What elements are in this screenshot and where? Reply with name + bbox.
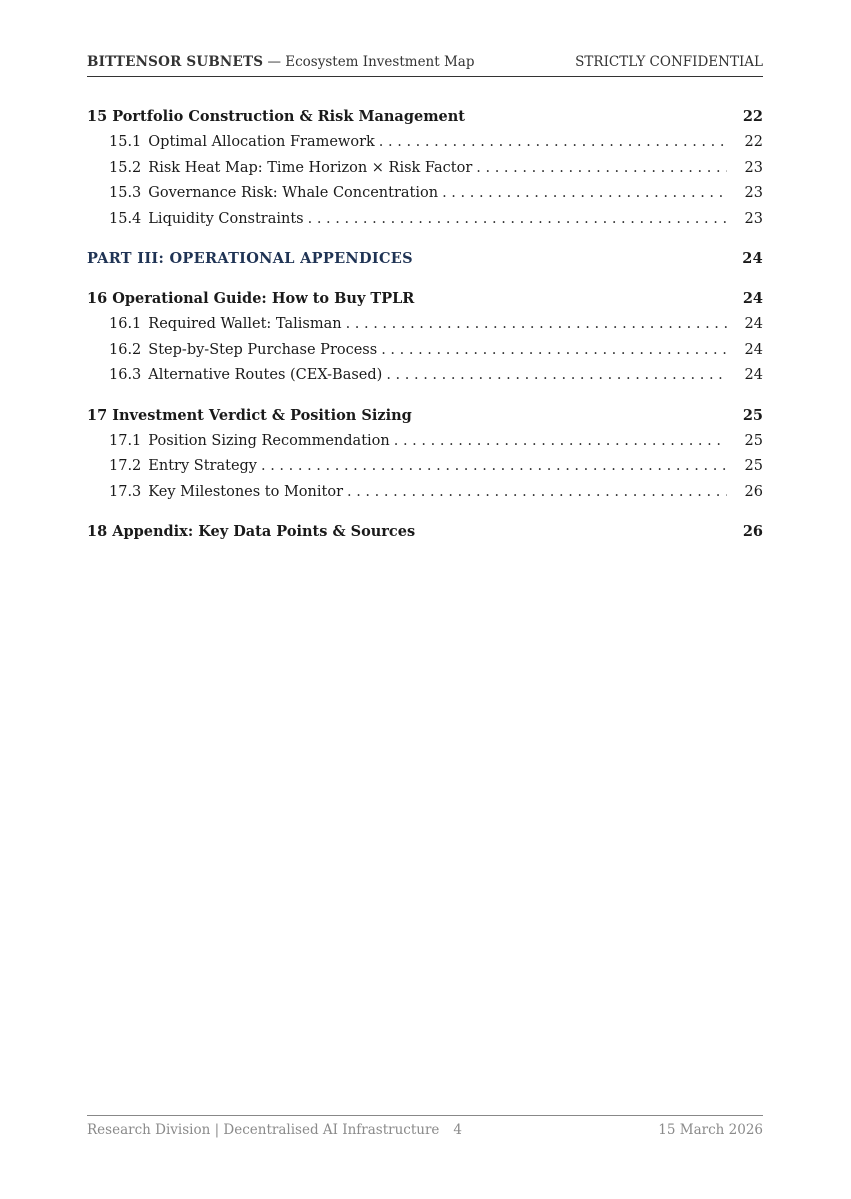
toc-entry-number: 17.2 <box>109 458 142 474</box>
toc-section-title: 17 Investment Verdict & Position Sizing <box>87 406 412 424</box>
toc-entry-number: 16.1 <box>109 316 142 332</box>
leader-dots <box>394 429 727 455</box>
toc-entry-title: Entry Strategy <box>148 458 257 474</box>
toc-entry-number: 15.2 <box>109 159 142 176</box>
toc-entry-title: Liquidity Constraints <box>148 210 304 227</box>
leader-dots <box>346 312 727 338</box>
footer-page-number: 4 <box>453 1122 462 1138</box>
toc-entry-number: 15.1 <box>109 134 142 150</box>
toc-entry-16-2[interactable] <box>87 338 763 364</box>
toc-entry-title: Optimal Allocation Framework <box>148 134 375 150</box>
toc-entry-15-4[interactable] <box>87 207 763 233</box>
toc-section-title: 18 Appendix: Key Data Points & Sources <box>87 523 416 540</box>
table-of-contents <box>87 108 763 545</box>
toc-entry-15-3[interactable] <box>87 181 763 207</box>
toc-section-18[interactable] <box>87 523 763 545</box>
toc-section-17[interactable] <box>87 407 763 429</box>
header-title-rest: — Ecosystem Investment Map <box>263 54 475 70</box>
running-header <box>87 54 763 74</box>
toc-page-number: 25 <box>744 432 763 449</box>
toc-page-number: 26 <box>742 523 763 540</box>
toc-page-number: 26 <box>744 483 763 500</box>
toc-entry-16-3[interactable] <box>87 363 763 389</box>
toc-page-number: 24 <box>742 290 763 307</box>
toc-page-number: 22 <box>742 108 763 125</box>
leader-dots <box>261 454 727 480</box>
toc-entry-number: 16.3 <box>109 367 142 383</box>
toc-page-number: 25 <box>744 458 763 474</box>
toc-section-15[interactable] <box>87 108 763 130</box>
leader-dots <box>347 480 727 506</box>
toc-entry-title: Position Sizing Recommendation <box>148 432 390 449</box>
toc-entry-title: Alternative Routes (CEX-Based) <box>148 367 383 383</box>
leader-dots <box>308 207 727 233</box>
leader-dots <box>442 181 727 207</box>
toc-page-number: 24 <box>744 367 763 383</box>
toc-page-number: 23 <box>744 210 763 227</box>
toc-entry-17-2[interactable] <box>87 454 763 480</box>
running-footer <box>87 1122 763 1138</box>
toc-entry-number: 17.3 <box>109 483 142 500</box>
toc-entry-17-1[interactable] <box>87 429 763 455</box>
toc-page-number: 24 <box>742 250 763 267</box>
leader-dots <box>386 363 727 389</box>
leader-dots <box>476 156 727 182</box>
toc-section-16[interactable] <box>87 290 763 312</box>
toc-entry-title: Step-by-Step Purchase Process <box>148 341 378 358</box>
footer-date: 15 March 2026 <box>658 1122 763 1138</box>
toc-page-number: 24 <box>744 316 763 332</box>
toc-entry-number: 15.3 <box>109 185 142 201</box>
toc-entry-number: 15.4 <box>109 210 142 227</box>
footer-rule <box>87 1115 763 1116</box>
toc-entry-title: Risk Heat Map: Time Horizon × Risk Factor <box>148 159 473 176</box>
toc-part-title: PART III: OPERATIONAL APPENDICES <box>87 250 413 267</box>
toc-entry-number: 17.1 <box>109 432 142 449</box>
toc-page-number: 25 <box>742 406 763 424</box>
toc-page-number: 23 <box>744 159 763 176</box>
toc-entry-title: Governance Risk: Whale Concentration <box>148 185 439 201</box>
toc-entry-title: Key Milestones to Monitor <box>148 483 343 500</box>
toc-entry-number: 16.2 <box>109 341 142 358</box>
leader-dots <box>381 338 727 364</box>
toc-page-number: 24 <box>744 341 763 358</box>
toc-page-number: 23 <box>744 185 763 201</box>
toc-entry-title: Required Wallet: Talisman <box>148 316 342 332</box>
header-title <box>87 54 474 70</box>
header-title-bold: BITTENSOR SUBNETS <box>87 54 264 70</box>
toc-part-3[interactable] <box>87 250 763 272</box>
toc-page-number: 22 <box>744 134 763 150</box>
footer-organisation: Research Division | Decentralised AI Infrastructure <box>87 1122 440 1138</box>
toc-entry-15-1[interactable] <box>87 130 763 156</box>
toc-entry-15-2[interactable] <box>87 156 763 182</box>
header-classification: STRICTLY CONFIDENTIAL <box>575 54 763 70</box>
leader-dots <box>379 130 727 156</box>
toc-entry-17-3[interactable] <box>87 480 763 506</box>
toc-section-title: 16 Operational Guide: How to Buy TPLR <box>87 290 415 307</box>
toc-entry-16-1[interactable] <box>87 312 763 338</box>
header-rule <box>87 76 763 77</box>
toc-section-title: 15 Portfolio Construction & Risk Management <box>87 108 465 125</box>
